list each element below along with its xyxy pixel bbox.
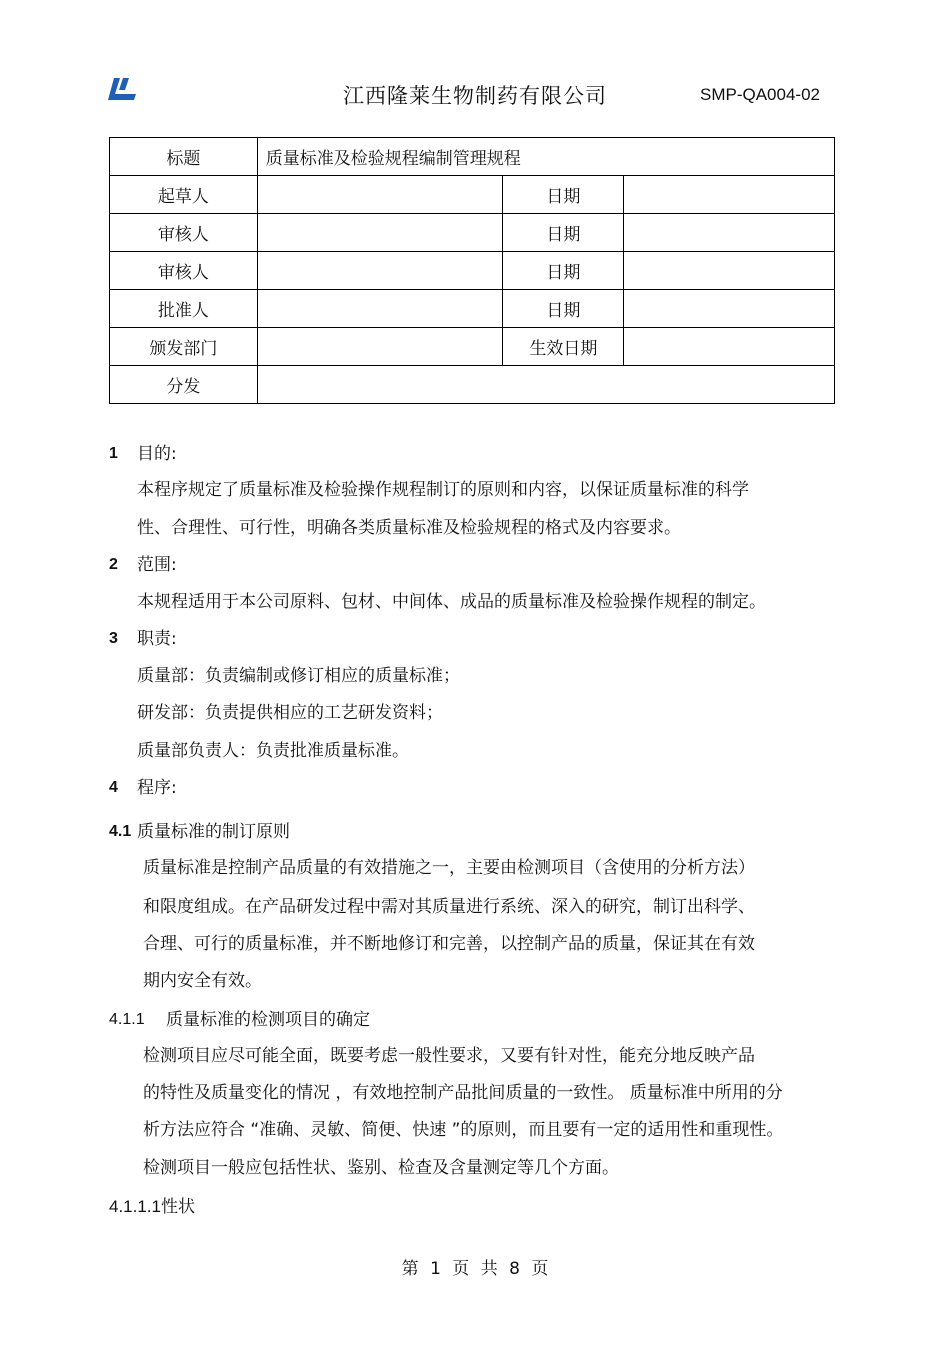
reviewer2-label: 审核人 [110,252,258,290]
section-4-number: 4 [109,779,118,796]
section-1-number: 1 [109,445,118,462]
section-3-line-1: 质量部：负责编制或修订相应的质量标准； [137,666,460,686]
drafter-row [110,176,835,214]
reviewer-row [110,214,835,252]
section-3-title: 职责: [137,629,177,649]
issuing-dept-row [110,328,835,366]
reviewer-value [257,214,503,252]
section-4-1-1-line-1: 检测项目应尽可能全面，既要考虑一般性要求，又要有针对性，能充分地反映产品 [143,1046,755,1066]
drafter-date-label: 日期 [503,176,624,214]
section-4-1-1-line-3: 析方法应符合 “准确、灵敏、简便、快速 ”的原则，而且要有一定的适用性和重现性。 [143,1120,784,1140]
effective-date-value [624,328,835,366]
section-4-1-number: 4.1 [109,823,132,840]
approver-date-value [624,290,835,328]
issuing-dept-label: 颁发部门 [110,328,258,366]
drafter-date-value [624,176,835,214]
reviewer2-date-value [624,252,835,290]
section-1-line-2: 性、合理性、可行性，明确各类质量标准及检验规程的格式及内容要求。 [137,518,681,538]
reviewer-date-label: 日期 [503,214,624,252]
section-2-number: 2 [109,556,118,573]
company-name: 江西隆莱生物制药有限公司 [343,84,607,108]
section-4-1-title: 质量标准的制订原则 [137,822,290,842]
section-3-line-3: 质量部负责人：负责批准质量标准。 [137,741,409,761]
section-4-1-line-3: 合理、可行的质量标准，并不断地修订和完善，以控制产品的质量，保证其在有效 [143,934,755,954]
section-4-1-1-line-4: 检测项目一般应包括性状、鉴别、检查及含量测定等几个方面。 [143,1158,619,1178]
reviewer-date-value [624,214,835,252]
title-value: 质量标准及检验规程编制管理规程 [257,138,834,176]
reviewer-label: 审核人 [110,214,258,252]
reviewer2-row [110,252,835,290]
section-2-line-1: 本规程适用于本公司原料、包材、中间体、成品的质量标准及检验操作规程的制定。 [137,592,766,612]
section-4-1-1-number: 4.1.1 [109,1011,145,1028]
page-number: 第 1 页 共 8 页 [401,1259,549,1279]
drafter-label: 起草人 [110,176,258,214]
approver-value [257,290,503,328]
document-number: SMP-QA004-02 [700,85,820,104]
approver-row [110,290,835,328]
reviewer2-value [257,252,503,290]
effective-date-label: 生效日期 [503,328,624,366]
section-4-1-line-4: 期内安全有效。 [143,971,262,991]
section-4-1-1-line-2: 的特性及质量变化的情况 ，有效地控制产品批间质量的一致性。 质量标准中所用的分 [143,1083,783,1103]
drafter-value [257,176,503,214]
reviewer2-date-label: 日期 [503,252,624,290]
section-4-1-line-1: 质量标准是控制产品质量的有效措施之一，主要由检测项目（含使用的分析方法） [143,858,755,878]
approver-label: 批准人 [110,290,258,328]
issuing-dept-value [257,328,503,366]
section-1-title: 目的: [137,444,177,464]
distribution-label: 分发 [110,366,258,404]
section-4-1-1-1-heading: 4.1.1.1性状 [109,1197,195,1216]
section-2-title: 范围: [137,555,177,575]
title-row [110,138,835,176]
section-3-number: 3 [109,630,118,647]
section-4-1-1-title: 质量标准的检测项目的确定 [166,1010,370,1030]
section-4-1-line-2: 和限度组成。在产品研发过程中需对其质量进行系统、深入的研究，制订出科学、 [143,897,755,917]
document-info-table [109,137,835,404]
section-1-line-1: 本程序规定了质量标准及检验操作规程制订的原则和内容，以保证质量标准的科学 [137,480,749,500]
distribution-value [257,366,834,404]
title-label: 标题 [110,138,258,176]
section-3-line-2: 研发部：负责提供相应的工艺研发资料； [137,703,443,723]
section-4-title: 程序: [137,778,177,798]
distribution-row [110,366,835,404]
approver-date-label: 日期 [503,290,624,328]
